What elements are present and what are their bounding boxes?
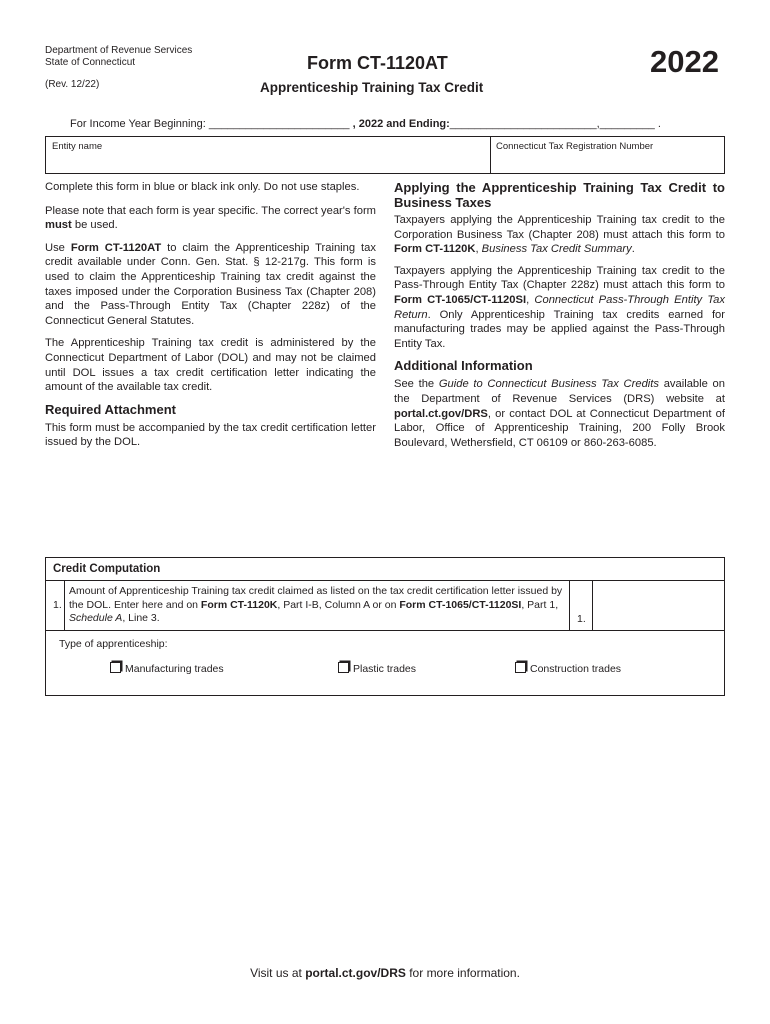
revision-date: (Rev. 12/22) <box>45 79 100 90</box>
required-attachment-text: This form must be accompanied by the tax credit certification letter issued by the DOL. <box>45 421 376 449</box>
entity-name-label: Entity name <box>52 141 103 152</box>
income-year-middle-text: , 2022 and Ending: <box>352 118 450 130</box>
line-1-divider <box>64 581 65 630</box>
credit-computation-header <box>46 558 724 581</box>
pass-through-tax-paragraph: Taxpayers applying the Apprenticeship Training tax credit to the Pass-Through Entity Tax (Chapter 228z) must attach this form to Form CT-1065/CT-1120SI, Connecticut Pass-Through Entity Tax Return. Only Apprenticeship Training tax credits earned for manufacturing trades may be applied against the Pass-Through Entity Tax. <box>394 264 725 350</box>
corporation-tax-paragraph: Taxpayers applying the Apprenticeship Training tax credit to the Corporation Business Tax (Chapter 208) must attach this form to Form CT-1120K, Business Tax Credit Summary. <box>394 214 725 256</box>
income-year-comma: , <box>596 118 600 130</box>
right-column <box>394 180 725 456</box>
credit-line-1-row <box>46 581 724 631</box>
additional-information-heading: Additional Information <box>394 358 533 374</box>
agency-name: Department of Revenue Services <box>45 45 193 56</box>
entity-info-box <box>45 136 725 174</box>
income-year-period: . <box>657 118 661 130</box>
tax-registration-label: Connecticut Tax Registration Number <box>496 141 654 152</box>
income-year-ending-blank[interactable]: ________________________ <box>449 118 597 130</box>
form-purpose-paragraph: Use Form CT-1120AT to claim the Apprenticeship Training tax credit available under Conn. Gen. Stat. § 12-217g. This form is used to claim the Apprenticeship Training tax credit against the taxes imposed under the Corporation Business Tax (Chapter 208) and the Pass-Through Entity Tax (Chapter 228z) of the Connecticut General Statutes. <box>45 241 376 327</box>
entity-name-field[interactable] <box>46 137 491 173</box>
state-name: State of Connecticut <box>45 57 136 68</box>
required-attachment-heading: Required Attachment <box>45 401 176 417</box>
line-1-box-label: 1. <box>577 613 586 625</box>
footer-link[interactable]: portal.ct.gov/DRS <box>305 966 406 980</box>
footer: Visit us at portal.ct.gov/DRS for more information. <box>250 966 520 980</box>
option-plastic-trades[interactable]: Plastic trades <box>338 659 416 677</box>
income-year-beginning-label: For Income Year Beginning: <box>70 118 206 130</box>
credit-computation-box <box>45 557 725 696</box>
apprenticeship-type-label: Type of apprenticeship: <box>59 638 168 650</box>
dol-administration-paragraph: The Apprenticeship Training tax credit is administered by the Connecticut Department of Labor (DOL) and may not be claimed until DOL issues a tax credit certification letter indicating the amount of the available tax credit. <box>45 337 376 394</box>
header-agency-block <box>45 45 192 69</box>
line-1-label-cell <box>569 581 593 630</box>
checkbox-icon[interactable] <box>515 662 526 673</box>
form-title: Form CT-1120AT <box>307 53 448 73</box>
credit-computation-heading: Credit Computation <box>53 563 161 575</box>
checkbox-icon[interactable] <box>338 662 349 673</box>
year-specific-note: Please note that each form is year specific. The correct year's form must be used. <box>45 204 376 232</box>
left-column <box>45 180 376 456</box>
additional-information-text: See the Guide to Connecticut Business Tax Credits available on the Department of Revenue Services (DRS) website at portal.ct.gov/DRS, or contact DOL at Connecticut Department of Labor, Office of Apprenticeship Training, 200 Folly Brook Boulevard, Wethersfield, CT 06109 or 860-263-6085. <box>394 378 725 449</box>
form-subtitle: Apprenticeship Training Tax Credit <box>260 80 484 95</box>
applying-credit-heading: Applying the Apprenticeship Training Tax Credit to Business Taxes <box>394 180 725 210</box>
option-construction-trades[interactable]: Construction trades <box>515 659 621 677</box>
line-1-description: Amount of Apprenticeship Training tax credit claimed as listed on the tax credit certification letter issued by the DOL. Enter here and on Form CT-1120K, Part I-B, Column A or on Form CT-1065/CT-1120SI, Part 1, Schedule A, Line 3. <box>69 585 563 624</box>
checkbox-icon[interactable] <box>110 662 121 673</box>
ink-instruction: Complete this form in blue or black ink only. Do not use staples. <box>45 181 360 193</box>
line-1-number: 1. <box>53 599 62 611</box>
income-year-line <box>70 118 661 130</box>
income-year-year-blank[interactable]: _________ <box>599 118 655 130</box>
line-1-amount-input[interactable] <box>593 581 724 630</box>
tax-registration-field[interactable] <box>491 137 724 173</box>
form-year: 2022 <box>650 44 719 79</box>
income-year-beginning-blank[interactable]: _______________________ <box>208 118 350 130</box>
option-manufacturing-trades[interactable]: Manufacturing trades <box>110 659 224 677</box>
